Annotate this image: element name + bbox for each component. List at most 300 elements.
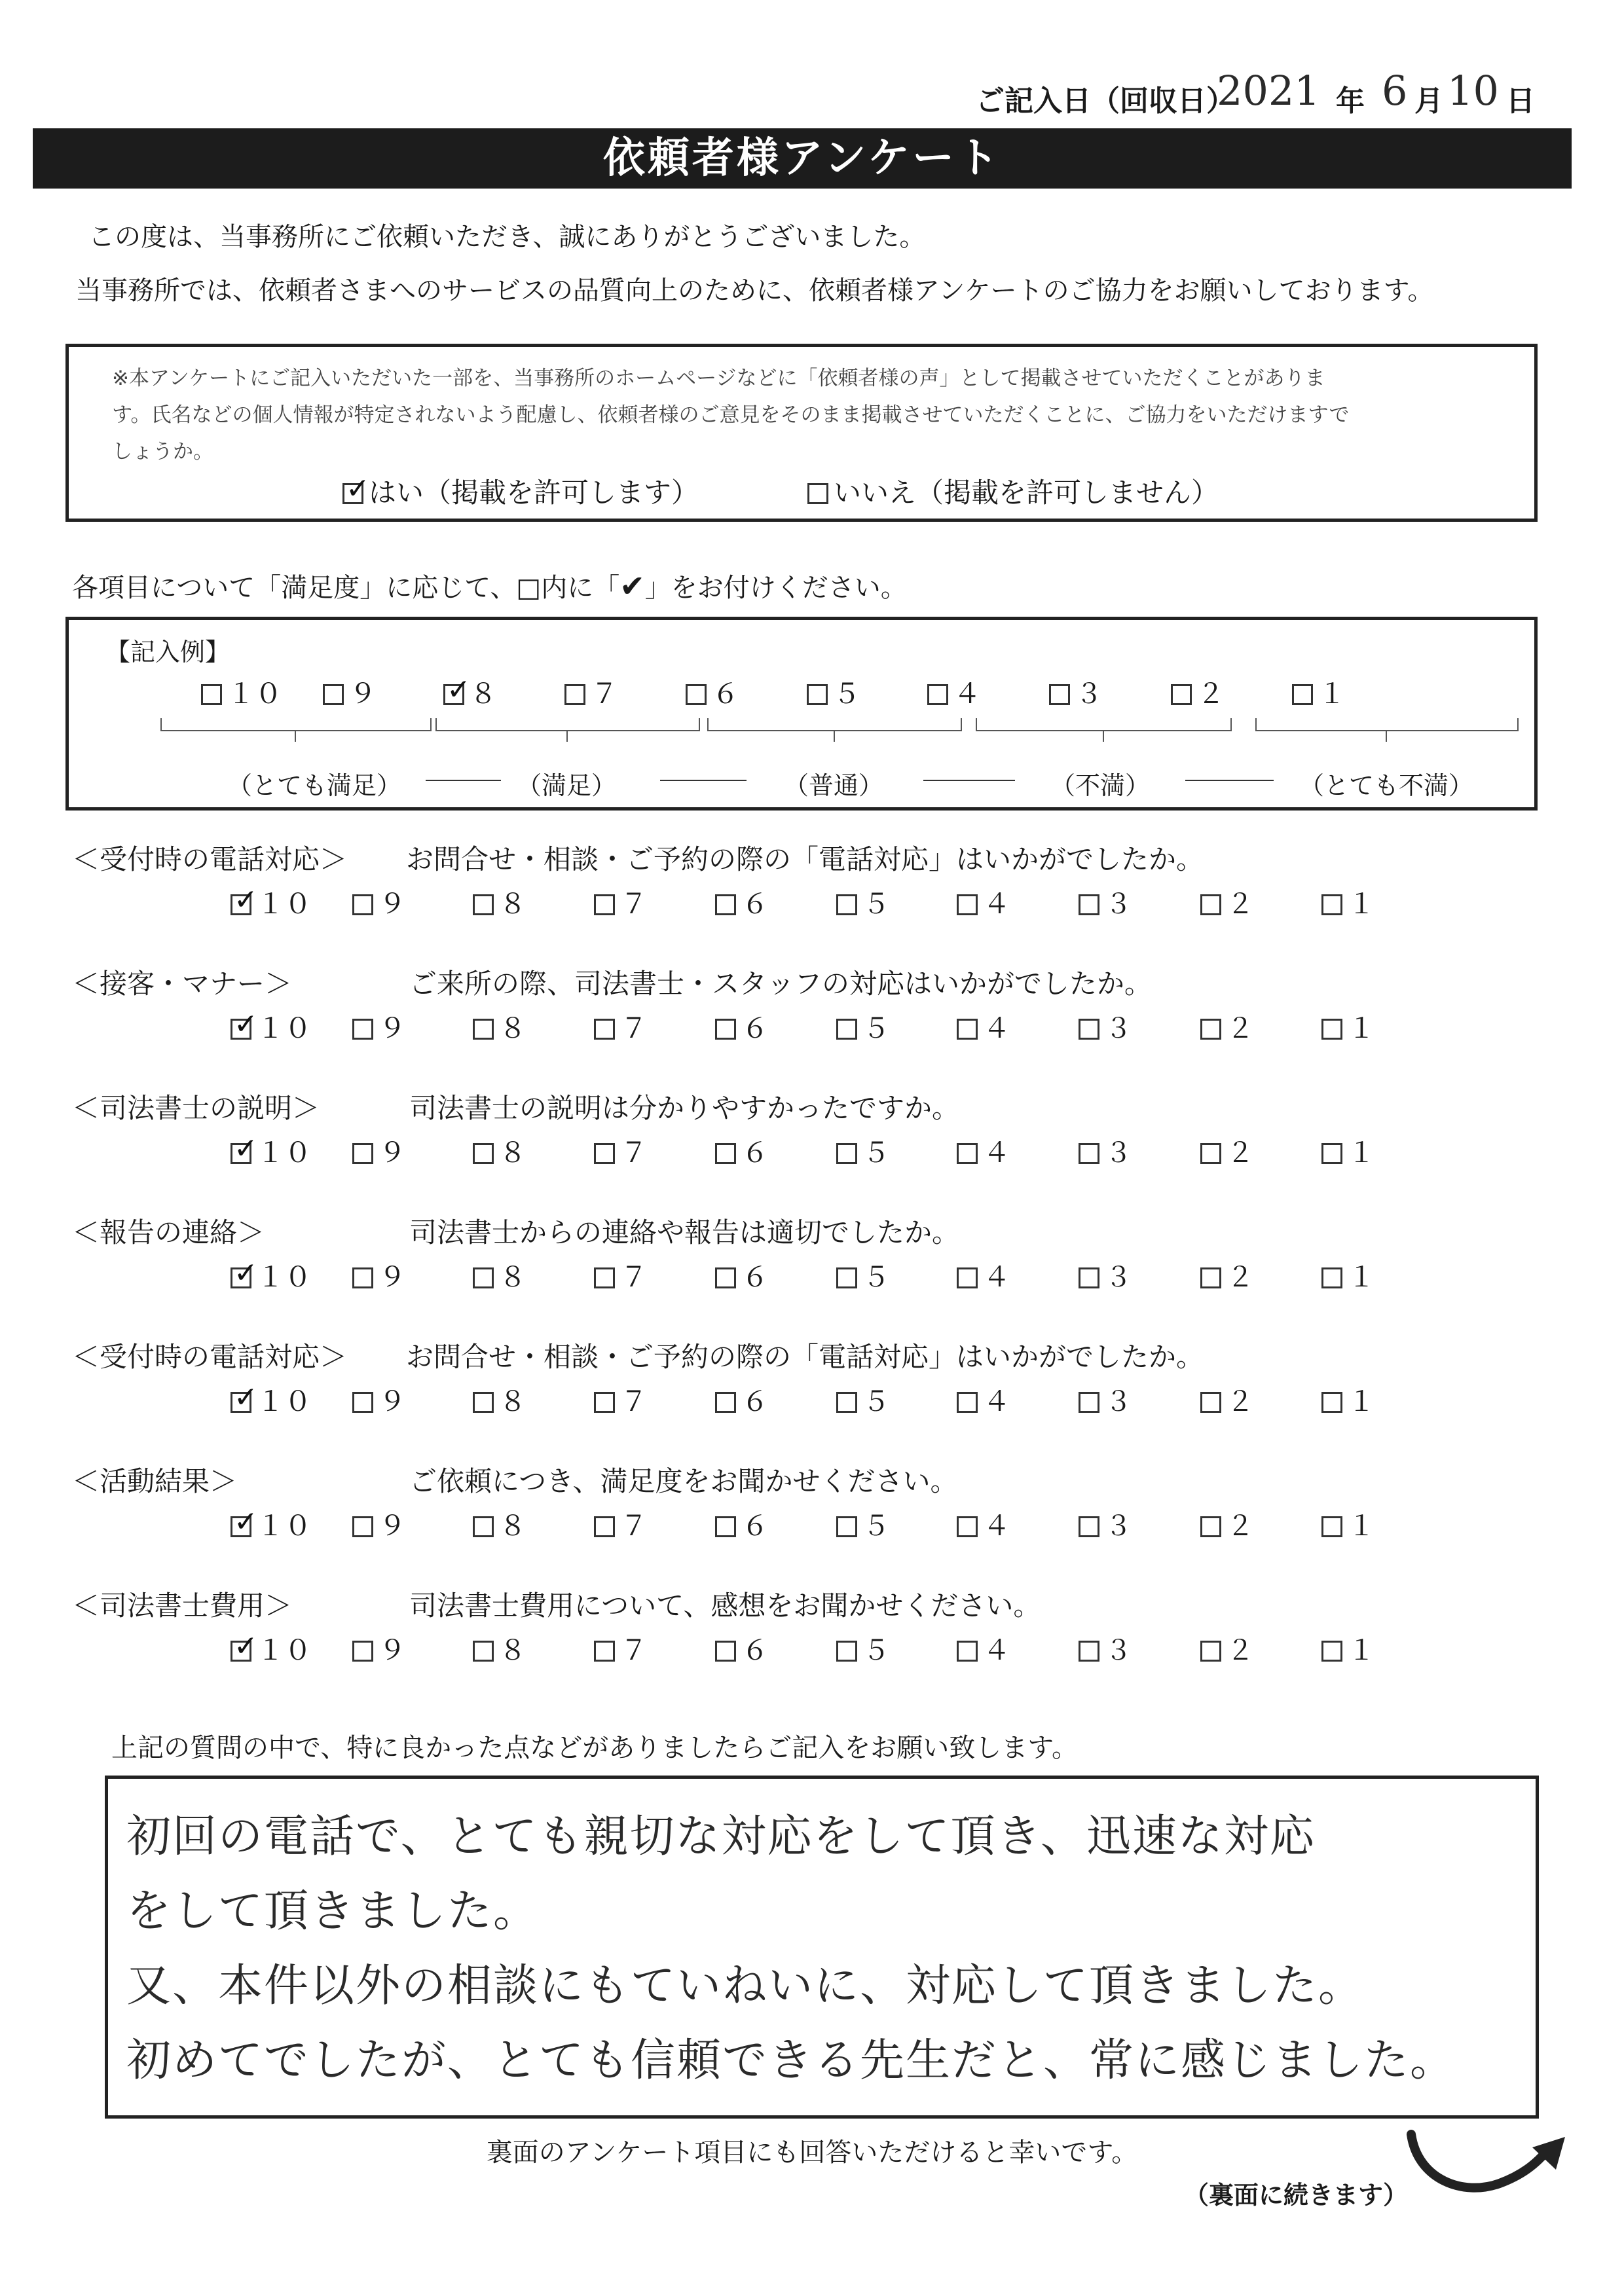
rating-label: ３ [1105, 1012, 1133, 1044]
rating-checkbox[interactable] [231, 1381, 258, 1414]
rating-label: ９ [378, 1261, 407, 1293]
consent-no-option[interactable] [807, 471, 1219, 511]
rating-checkbox[interactable] [1200, 1516, 1221, 1537]
rating-label: ４ [983, 1261, 1011, 1293]
rating-label: ９ [378, 1012, 407, 1044]
rating-option-q3-4[interactable] [715, 1256, 769, 1295]
rating-label: １ [1318, 678, 1346, 710]
rating-checkbox[interactable] [836, 1392, 857, 1413]
rating-checkbox[interactable] [564, 684, 585, 705]
rating-label: ４ [983, 1137, 1011, 1169]
rating-label: ４ [983, 888, 1011, 920]
rating-option-q2-2[interactable] [473, 1131, 526, 1171]
scale-bracket-stem [834, 731, 835, 742]
rating-label: ５ [862, 1261, 891, 1293]
rating-option-q4-6[interactable] [957, 1380, 1010, 1419]
rating-label: ５ [862, 888, 891, 920]
rating-checkbox[interactable] [1079, 1392, 1099, 1413]
rating-option-q4-7[interactable] [1079, 1380, 1132, 1419]
rating-label: ２ [1227, 1385, 1255, 1417]
check-mark-icon: ✓ [234, 1505, 258, 1539]
rating-label: ５ [862, 1137, 891, 1169]
consent-no-label: いいえ（掲載を許可しません） [834, 477, 1219, 509]
rating-option-q5-2[interactable] [473, 1504, 526, 1544]
question-category: ＜接客・マナー＞ [72, 968, 293, 1000]
rating-option-q5-6[interactable] [957, 1504, 1010, 1544]
question-category: ＜受付時の電話対応＞ [72, 1341, 348, 1373]
rating-checkbox[interactable] [473, 1019, 494, 1040]
rating-checkbox[interactable] [715, 1143, 736, 1164]
rating-checkbox[interactable] [957, 1143, 978, 1164]
rating-option-q2-8[interactable] [1200, 1131, 1254, 1171]
rating-label: ２ [1227, 1510, 1255, 1542]
satisfaction-level: （満足） [516, 771, 616, 800]
rating-label: ９ [378, 1510, 407, 1542]
date-day-unit: 日 [1506, 84, 1535, 118]
rating-label: １ [1348, 1385, 1376, 1417]
rating-option-example-1[interactable] [323, 672, 377, 712]
rating-option-q3-2[interactable] [473, 1256, 526, 1295]
rating-checkbox[interactable] [323, 684, 344, 705]
rating-label: ４ [983, 1012, 1011, 1044]
rating-label: １ [1348, 1137, 1376, 1169]
rating-option-q2-7[interactable] [1079, 1131, 1132, 1171]
instruction-after: 」をお付けください。 [644, 573, 907, 603]
rating-option-q2-9[interactable] [1321, 1131, 1375, 1171]
rating-option-q5-9[interactable] [1321, 1504, 1375, 1544]
rating-label: ８ [499, 1510, 527, 1542]
rating-label: ２ [1227, 1261, 1255, 1293]
rating-checkbox[interactable] [1321, 1392, 1342, 1413]
rating-label: ８ [499, 1261, 527, 1293]
level-connector [923, 780, 1015, 781]
question-category: ＜司法書士費用＞ [72, 1590, 293, 1622]
consent-notice-line-2: す。氏名などの個人情報が特定されないよう配慮し、依頼者様のご意見をそのまま掲載させていただくことに、ご協力をいただけますで [112, 403, 1350, 427]
footer-note: 裏面のアンケート項目にも回答いただけると幸いです。 [486, 2138, 1138, 2168]
rating-option-q1-6[interactable] [957, 1007, 1010, 1046]
question-text: 司法書士の説明は分かりやすかったですか。 [409, 1092, 960, 1124]
rating-option-q5-1[interactable] [352, 1504, 406, 1544]
consent-yes-checkbox[interactable] [342, 472, 370, 505]
rating-checkbox[interactable] [231, 1132, 258, 1165]
scale-bracket [160, 718, 432, 731]
check-mark-icon: ✓ [234, 1381, 258, 1414]
rating-option-q4-5[interactable] [836, 1380, 890, 1419]
rating-checkbox[interactable] [1200, 1641, 1221, 1662]
rating-label: １０ [257, 1510, 312, 1542]
rating-label: ７ [620, 1261, 648, 1293]
rating-option-q0-5[interactable] [836, 883, 890, 922]
instruction [72, 567, 907, 604]
rating-option-q6-9[interactable] [1321, 1629, 1375, 1668]
example-label: 【記入例】 [105, 638, 231, 666]
rating-checkbox[interactable] [715, 1392, 736, 1413]
question-category: ＜活動結果＞ [72, 1465, 238, 1497]
rating-checkbox[interactable] [1321, 1641, 1342, 1662]
rating-checkbox[interactable] [473, 1267, 494, 1288]
rating-option-example-9[interactable] [1292, 672, 1346, 712]
question-text: お問合せ・相談・ご予約の際の「電話対応」はいかがでしたか。 [406, 843, 1204, 875]
rating-label: ３ [1105, 1261, 1133, 1293]
rating-label: １ [1348, 1634, 1376, 1666]
consent-yes-label: はい（掲載を許可します） [369, 477, 699, 509]
rating-label: ６ [741, 888, 769, 920]
rating-label: ６ [741, 1012, 769, 1044]
date-year: 2021 [1217, 67, 1320, 115]
rating-checkbox[interactable] [473, 894, 494, 915]
rating-checkbox[interactable] [1321, 1143, 1342, 1164]
rating-option-q4-2[interactable] [473, 1380, 526, 1419]
rating-option-q3-0[interactable] [231, 1256, 312, 1295]
rating-label: １０ [257, 1385, 312, 1417]
rating-label: ８ [470, 678, 498, 710]
rating-checkbox[interactable] [1200, 1392, 1221, 1413]
rating-label: ３ [1105, 888, 1133, 920]
rating-checkbox[interactable] [1200, 1019, 1221, 1040]
rating-option-q5-0[interactable] [231, 1504, 312, 1544]
rating-option-q3-9[interactable] [1321, 1256, 1375, 1295]
rating-checkbox[interactable] [1079, 1267, 1099, 1288]
check-mark-icon: ✓ [346, 472, 370, 505]
comment-line-4: 初めてでしたが、とても信頼できる先生だと、常に感じました。 [126, 2035, 1456, 2086]
rating-option-q2-0[interactable] [231, 1131, 312, 1171]
rating-checkbox[interactable] [1321, 1019, 1342, 1040]
rating-label: ６ [741, 1385, 769, 1417]
rating-option-q1-2[interactable] [473, 1007, 526, 1046]
comment-line-1: 初回の電話で、とても親切な対応をして頂き、迅速な対応 [126, 1811, 1316, 1863]
check-mark-icon: ✓ [234, 1630, 258, 1663]
level-connector [426, 780, 501, 781]
rating-checkbox[interactable] [352, 1267, 373, 1288]
rating-label: ７ [620, 1634, 648, 1666]
question-category: ＜報告の連絡＞ [72, 1216, 265, 1248]
rating-checkbox[interactable] [957, 1641, 978, 1662]
rating-option-q0-1[interactable] [352, 883, 406, 922]
rating-option-q1-0[interactable] [231, 1007, 312, 1046]
rating-label: ３ [1105, 1385, 1133, 1417]
rating-label: ５ [862, 1634, 891, 1666]
scale-bracket [976, 718, 1232, 731]
rating-label: ３ [1075, 678, 1103, 710]
question-text: 司法書士からの連絡や報告は適切でしたか。 [409, 1216, 960, 1248]
rating-option-q3-8[interactable] [1200, 1256, 1254, 1295]
rating-option-q5-4[interactable] [715, 1504, 769, 1544]
check-mark-icon: ✓ [447, 673, 471, 706]
rating-option-q0-6[interactable] [957, 883, 1010, 922]
rating-label: ６ [741, 1261, 769, 1293]
rating-checkbox[interactable] [352, 1641, 373, 1662]
rating-label: ９ [378, 1137, 407, 1169]
rating-label: ５ [862, 1385, 891, 1417]
rating-option-q6-4[interactable] [715, 1629, 769, 1668]
rating-option-q6-1[interactable] [352, 1629, 406, 1668]
check-mark-icon: ✓ [234, 1256, 258, 1290]
rating-option-q6-5[interactable] [836, 1629, 890, 1668]
rating-label: ９ [378, 888, 407, 920]
rating-checkbox[interactable] [1079, 1143, 1099, 1164]
date-month-unit: 月 [1414, 84, 1443, 118]
rating-checkbox[interactable] [1200, 1143, 1221, 1164]
rating-checkbox[interactable] [715, 1516, 736, 1537]
rating-label: ６ [712, 678, 740, 710]
rating-label: ５ [862, 1012, 891, 1044]
scale-bracket [1255, 718, 1519, 731]
rating-checkbox[interactable] [1200, 1267, 1221, 1288]
rating-option-q4-0[interactable] [231, 1380, 312, 1419]
rating-checkbox[interactable] [957, 1516, 978, 1537]
rating-checkbox[interactable] [715, 1267, 736, 1288]
rating-option-q6-2[interactable] [473, 1629, 526, 1668]
date-month: 6 [1382, 67, 1408, 115]
rating-option-q5-5[interactable] [836, 1504, 890, 1544]
rating-option-q1-9[interactable] [1321, 1007, 1375, 1046]
level-connector [1185, 780, 1274, 781]
rating-label: ７ [591, 678, 619, 710]
rating-checkbox[interactable] [1079, 1641, 1099, 1662]
rating-checkbox[interactable] [836, 1143, 857, 1164]
consent-notice-line-3: しょうか。 [112, 440, 213, 464]
consent-no-checkbox[interactable] [807, 483, 828, 504]
rating-checkbox[interactable] [957, 1267, 978, 1288]
rating-option-q0-0[interactable] [231, 883, 312, 922]
rating-label: ２ [1227, 1012, 1255, 1044]
rating-label: １ [1348, 1012, 1376, 1044]
rating-checkbox[interactable] [473, 1392, 494, 1413]
rating-option-q4-9[interactable] [1321, 1380, 1375, 1419]
rating-checkbox[interactable] [836, 1267, 857, 1288]
intro-line-1: この度は、当事務所にご依頼いただき、誠にありがとうございました。 [88, 222, 926, 252]
rating-checkbox[interactable] [352, 1019, 373, 1040]
rating-checkbox[interactable] [957, 894, 978, 915]
rating-checkbox[interactable] [473, 1143, 494, 1164]
rating-option-q6-3[interactable] [594, 1629, 648, 1668]
rating-option-example-4[interactable] [686, 672, 739, 712]
rating-label: １０ [257, 1012, 312, 1044]
rating-checkbox[interactable] [957, 1392, 978, 1413]
rating-checkbox[interactable] [1079, 1516, 1099, 1537]
rating-option-q2-1[interactable] [352, 1131, 406, 1171]
rating-checkbox[interactable] [594, 1267, 615, 1288]
rating-option-example-5[interactable] [807, 672, 860, 712]
rating-label: ３ [1105, 1634, 1133, 1666]
rating-option-example-6[interactable] [927, 672, 981, 712]
rating-option-example-8[interactable] [1171, 672, 1225, 712]
rating-checkbox[interactable] [1079, 1019, 1099, 1040]
rating-option-q0-4[interactable] [715, 883, 769, 922]
rating-checkbox[interactable] [807, 684, 828, 705]
rating-checkbox[interactable] [473, 1516, 494, 1537]
rating-checkbox[interactable] [836, 1641, 857, 1662]
rating-checkbox[interactable] [594, 1516, 615, 1537]
rating-option-q3-3[interactable] [594, 1256, 648, 1295]
rating-label: ３ [1105, 1137, 1133, 1169]
satisfaction-level: （とても満足） [227, 771, 401, 800]
scale-bracket-stem [566, 731, 568, 742]
rating-option-q4-8[interactable] [1200, 1380, 1254, 1419]
rating-checkbox[interactable] [231, 1505, 258, 1539]
rating-option-q3-6[interactable] [957, 1256, 1010, 1295]
check-mark-icon: ✓ [234, 1008, 258, 1041]
rating-label: ２ [1197, 678, 1225, 710]
check-mark-icon: ✔ [619, 568, 645, 604]
scale-bracket [707, 718, 962, 731]
rating-label: ８ [499, 1634, 527, 1666]
rating-checkbox[interactable] [836, 1516, 857, 1537]
rating-label: １０ [257, 1137, 312, 1169]
rating-option-example-2[interactable] [443, 672, 497, 712]
rating-label: １ [1348, 1261, 1376, 1293]
rating-label: ５ [833, 678, 861, 710]
question-text: 司法書士費用について、感想をお聞かせください。 [409, 1590, 1041, 1622]
example-box [65, 617, 1538, 811]
rating-option-q0-9[interactable] [1321, 883, 1375, 922]
rating-label: ８ [499, 1012, 527, 1044]
rating-checkbox[interactable] [1321, 1267, 1342, 1288]
rating-label: １０ [257, 1261, 312, 1293]
rating-checkbox[interactable] [1049, 684, 1070, 705]
rating-option-q6-0[interactable] [231, 1629, 312, 1668]
rating-checkbox[interactable] [594, 1392, 615, 1413]
rating-option-q1-4[interactable] [715, 1007, 769, 1046]
rating-option-q5-7[interactable] [1079, 1504, 1132, 1544]
rating-option-q2-4[interactable] [715, 1131, 769, 1171]
rating-checkbox[interactable] [686, 684, 707, 705]
question-category: ＜受付時の電話対応＞ [72, 843, 348, 875]
satisfaction-level: （普通） [783, 771, 883, 800]
rating-label: ８ [499, 888, 527, 920]
rating-option-q5-3[interactable] [594, 1504, 648, 1544]
check-mark-icon: ✓ [234, 1132, 258, 1165]
rating-option-q3-1[interactable] [352, 1256, 406, 1295]
rating-label: ８ [499, 1137, 527, 1169]
rating-label: ３ [1105, 1510, 1133, 1542]
rating-checkbox[interactable] [231, 1630, 258, 1663]
rating-option-q6-7[interactable] [1079, 1629, 1132, 1668]
rating-checkbox[interactable] [1292, 684, 1313, 705]
rating-checkbox[interactable] [715, 1641, 736, 1662]
rating-checkbox[interactable] [1200, 894, 1221, 915]
comment-line-3: 又、本件以外の相談にもていねいに、対応して頂きました。 [126, 1960, 1365, 2012]
rating-checkbox[interactable] [231, 1256, 258, 1290]
comment-box[interactable] [105, 1776, 1539, 2119]
rating-checkbox[interactable] [352, 1143, 373, 1164]
rating-option-q0-8[interactable] [1200, 883, 1254, 922]
rating-label: ４ [983, 1634, 1011, 1666]
rating-checkbox[interactable] [594, 894, 615, 915]
rating-option-q2-6[interactable] [957, 1131, 1010, 1171]
rating-label: ５ [862, 1510, 891, 1542]
rating-checkbox[interactable] [715, 1019, 736, 1040]
rating-option-q4-4[interactable] [715, 1380, 769, 1419]
rating-checkbox[interactable] [1321, 894, 1342, 915]
rating-option-q1-7[interactable] [1079, 1007, 1132, 1046]
rating-checkbox[interactable] [836, 1019, 857, 1040]
rating-label: ８ [499, 1385, 527, 1417]
rating-option-q0-7[interactable] [1079, 883, 1132, 922]
rating-checkbox[interactable] [1079, 894, 1099, 915]
rating-checkbox[interactable] [352, 894, 373, 915]
rating-label: ４ [953, 678, 982, 710]
date-label: ご記入日（回収日） [976, 84, 1235, 118]
date-year-unit: 年 [1336, 84, 1365, 118]
rating-option-q1-8[interactable] [1200, 1007, 1254, 1046]
question-text: お問合せ・相談・ご予約の際の「電話対応」はいかがでしたか。 [406, 1341, 1204, 1373]
rating-option-q5-8[interactable] [1200, 1504, 1254, 1544]
rating-label: ９ [378, 1385, 407, 1417]
rating-option-q2-5[interactable] [836, 1131, 890, 1171]
rating-label: ７ [620, 888, 648, 920]
rating-option-q0-2[interactable] [473, 883, 526, 922]
rating-option-example-7[interactable] [1049, 672, 1103, 712]
rating-label: ２ [1227, 1137, 1255, 1169]
rating-checkbox[interactable] [1321, 1516, 1342, 1537]
rating-checkbox[interactable] [715, 894, 736, 915]
rating-label: ７ [620, 1510, 648, 1542]
rating-label: ６ [741, 1634, 769, 1666]
rating-checkbox[interactable] [927, 684, 948, 705]
rating-option-q1-5[interactable] [836, 1007, 890, 1046]
consent-yes-option[interactable] [342, 471, 699, 511]
rating-checkbox[interactable] [352, 1516, 373, 1537]
continue-note: （裏面に続きます） [1184, 2181, 1409, 2210]
rating-checkbox[interactable] [231, 1008, 258, 1041]
rating-option-q1-1[interactable] [352, 1007, 406, 1046]
rating-option-example-0[interactable] [201, 672, 282, 712]
rating-checkbox[interactable] [201, 684, 222, 705]
rating-label: ２ [1227, 888, 1255, 920]
rating-checkbox[interactable] [443, 673, 471, 706]
rating-label: １０ [257, 888, 312, 920]
comment-prompt: 上記の質問の中で、特に良かった点などがありましたらご記入をお願い致します。 [111, 1733, 1078, 1763]
question-text: ご依頼につき、満足度をお聞かせください。 [409, 1465, 958, 1497]
consent-box [65, 344, 1538, 522]
rating-option-q6-8[interactable] [1200, 1629, 1254, 1668]
rating-option-example-3[interactable] [564, 672, 618, 712]
rating-option-q3-7[interactable] [1079, 1256, 1132, 1295]
question-text: ご来所の際、司法書士・スタッフの対応はいかがでしたか。 [409, 968, 1153, 1000]
rating-option-q1-3[interactable] [594, 1007, 648, 1046]
rating-checkbox[interactable] [231, 883, 258, 917]
rating-label: ９ [378, 1634, 407, 1666]
rating-checkbox[interactable] [1171, 684, 1192, 705]
rating-checkbox[interactable] [594, 1019, 615, 1040]
rating-checkbox[interactable] [473, 1641, 494, 1662]
rating-option-q2-3[interactable] [594, 1131, 648, 1171]
rating-label: ４ [983, 1510, 1011, 1542]
rating-checkbox[interactable] [836, 894, 857, 915]
rating-checkbox[interactable] [352, 1392, 373, 1413]
satisfaction-level: （不満） [1050, 771, 1150, 800]
rating-label: ７ [620, 1385, 648, 1417]
rating-option-q4-1[interactable] [352, 1380, 406, 1419]
scale-bracket [435, 718, 700, 731]
level-connector [660, 780, 747, 781]
rating-label: ７ [620, 1012, 648, 1044]
check-mark-icon: ✓ [234, 883, 258, 917]
rating-checkbox[interactable] [594, 1143, 615, 1164]
rating-option-q0-3[interactable] [594, 883, 648, 922]
rating-option-q4-3[interactable] [594, 1380, 648, 1419]
rating-option-q3-5[interactable] [836, 1256, 890, 1295]
page-title: 依頼者様アンケート [602, 134, 1002, 183]
date-day: 10 [1447, 67, 1499, 115]
rating-checkbox[interactable] [594, 1641, 615, 1662]
rating-label: ７ [620, 1137, 648, 1169]
rating-checkbox[interactable] [957, 1019, 978, 1040]
rating-label: １０ [257, 1634, 312, 1666]
curved-arrow-icon [1401, 2128, 1572, 2206]
rating-option-q6-6[interactable] [957, 1629, 1010, 1668]
